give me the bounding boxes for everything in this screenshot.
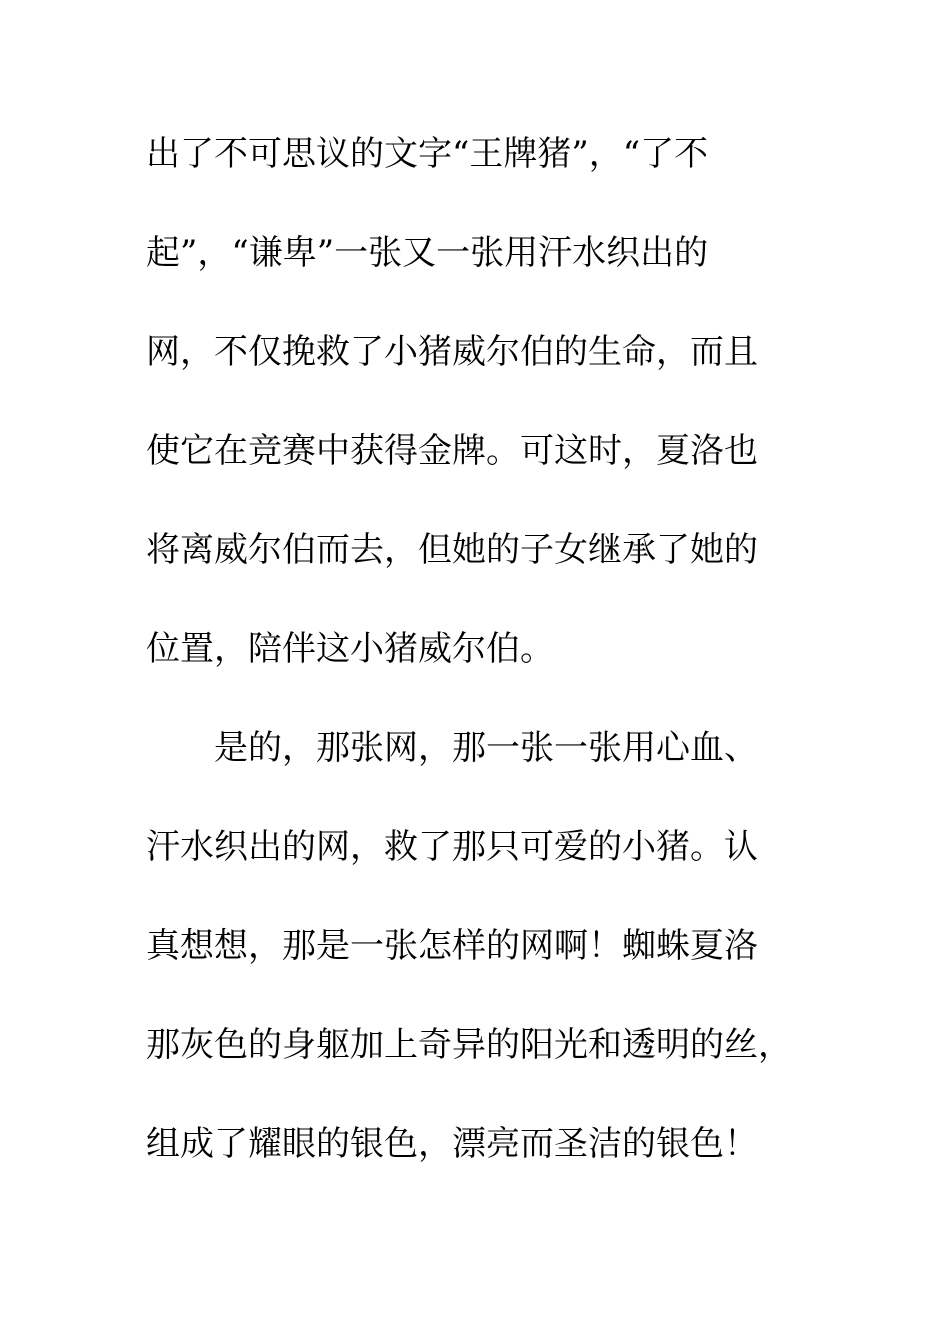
text-line-3: 网，不仅挽救了小猪威尔伯的生命，而且	[146, 332, 758, 372]
text-line-7: 是的，那张网，那一张一张用心血、	[214, 728, 758, 768]
text-line-4: 使它在竞赛中获得金牌。可这时，夏洛也	[146, 431, 758, 471]
text-line-10: 那灰色的身躯加上奇异的阳光和透明的丝，	[146, 1025, 792, 1065]
text-line-1: 出了不可思议的文字“王牌猪”，“了不	[146, 134, 709, 174]
text-line-9: 真想想，那是一张怎样的网啊！蜘蛛夏洛	[146, 926, 758, 966]
text-line-5: 将离威尔伯而去，但她的子女继承了她的	[146, 530, 758, 570]
text-line-6: 位置，陪伴这小猪威尔伯。	[146, 629, 554, 669]
text-line-11: 组成了耀眼的银色，漂亮而圣洁的银色！	[146, 1124, 758, 1164]
text-line-2: 起”，“谦卑”一张又一张用汗水织出的	[146, 233, 709, 273]
text-line-8: 汗水织出的网，救了那只可爱的小猪。认	[146, 827, 758, 867]
